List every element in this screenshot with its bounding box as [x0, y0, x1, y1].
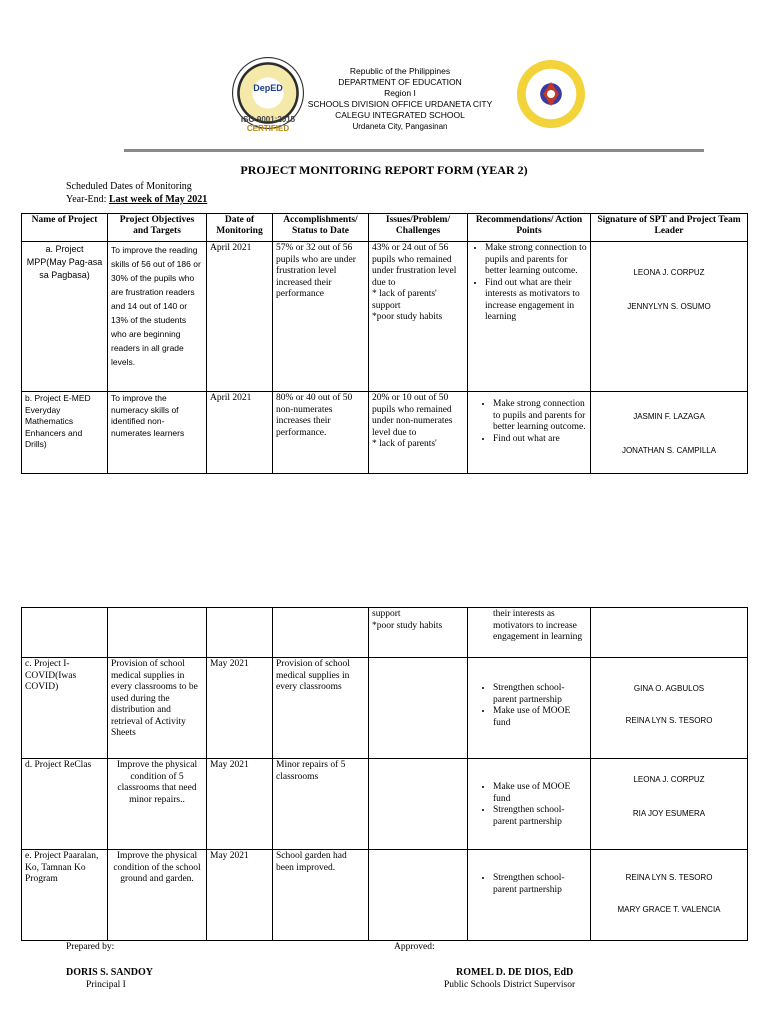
empty-cell	[369, 658, 468, 759]
signatories	[591, 658, 748, 759]
signatory-name: JASMIN F. LAZAGA	[633, 412, 705, 421]
recommendation-item: • Strengthen school-parent partnership	[493, 873, 587, 896]
project-name: c. Project I-COVID(Iwas COVID)	[22, 658, 108, 759]
recommendation-item: • Make use of MOOE fund	[493, 706, 587, 729]
form-title: PROJECT MONITORING REPORT FORM (YEAR 2)	[240, 163, 528, 177]
signatory-name: REINA LYN S. TESORO	[625, 873, 713, 882]
iso-caption-2: CERTIFIED	[246, 124, 290, 133]
accomplishment: Provision of school medical supplies in every classrooms	[273, 658, 369, 759]
project-name: d. Project ReClas	[22, 759, 108, 850]
column-header: Signature of SPT and Project Team Leader	[591, 214, 748, 242]
empty-cell	[591, 608, 748, 658]
monitoring-date: April 2021	[207, 392, 273, 474]
signatory-name: LEONA J. CORPUZ	[633, 775, 705, 784]
recommendations	[468, 759, 591, 850]
deped-seal-text: DepED	[253, 83, 283, 93]
accomplishment: Minor repairs of 5 classrooms	[273, 759, 369, 850]
project-objective: Improve the physical condition of the school ground and garden.	[108, 850, 207, 941]
header-division: SCHOOLS DIVISION OFFICE URDANETA CITY	[307, 99, 493, 109]
header-region: Region I	[384, 88, 416, 98]
monitoring-date: April 2021	[207, 242, 273, 392]
issues-continued: support *poor study habits	[369, 608, 468, 658]
yearend-value: Last week of May 2021	[108, 194, 208, 205]
school-seal-logo	[517, 60, 585, 128]
signatories	[591, 392, 748, 474]
issues: 20% or 10 out of 50 pupils who remained under non-numerates level due to * lack of parents'	[369, 392, 468, 474]
issues: 43% or 24 out of 56 pupils who remained under frustration level due to * lack of parents' support *poor study habits	[369, 242, 468, 392]
empty-cell	[108, 608, 207, 658]
empty-cell	[22, 608, 108, 658]
project-objective: Provision of school medical supplies in every classrooms to be used during the distribution and retrieval of Activity Sheets	[108, 658, 207, 759]
recommendations-continued: their interests as motivators to increase engagement in learning	[468, 608, 591, 658]
column-header: Recommendations/ Action Points	[468, 214, 591, 242]
monitoring-date: May 2021	[207, 850, 273, 941]
accomplishment: 57% or 32 out of 56 pupils who are under frustration level increased their performance	[273, 242, 369, 392]
column-header: Date of Monitoring	[207, 214, 273, 242]
recommendation-item: • Strengthen school-parent partnership	[493, 805, 587, 828]
signatory-name: RIA JOY ESUMERA	[632, 808, 706, 818]
project-name: e. Project Paaralan, Ko, Tamnan Ko Program	[22, 850, 108, 941]
empty-cell	[273, 608, 369, 658]
recommendation-item: • Strengthen school-parent partnership	[493, 683, 587, 706]
yearend-label: Year-End:	[66, 194, 107, 205]
recommendation-item: • Find out what are	[493, 434, 587, 446]
accomplishment: School garden had been improved.	[273, 850, 369, 941]
signatories	[591, 242, 748, 392]
table-row	[22, 658, 748, 759]
approved-by-title: Public Schools District Supervisor	[444, 980, 576, 990]
signatories	[591, 759, 748, 850]
recommendations	[468, 850, 591, 941]
recommendations	[468, 658, 591, 759]
school-seal-emblem	[517, 60, 585, 128]
prepared-by-label: Prepared by:	[66, 942, 115, 952]
empty-cell	[369, 759, 468, 850]
project-name: b. Project E-MED Everyday Mathematics Enhancers and Drills)	[22, 392, 108, 474]
signatory-name: JENNYLYN S. OSUMO	[627, 301, 711, 311]
monitoring-date: May 2021	[207, 658, 273, 759]
signatory-name: JONATHAN S. CAMPILLA	[621, 445, 717, 455]
monitoring-date: May 2021	[207, 759, 273, 850]
header-city: Urdaneta City, Pangasinan	[352, 122, 448, 131]
prepared-by-name: DORIS S. SANDOY	[66, 967, 153, 978]
recommendations	[468, 392, 591, 474]
header-republic: Republic of the Philippines	[349, 66, 451, 76]
recommendation-item: • Make use of MOOE fund	[493, 782, 587, 805]
approved-by-name: ROMEL D. DE DIOS, EdD	[456, 967, 574, 978]
signatory-name: LEONA J. CORPUZ	[633, 268, 705, 277]
table-row	[22, 759, 748, 850]
project-objective: Improve the physical condition of 5 classrooms that need minor repairs..	[108, 759, 207, 850]
signatory-name: REINA LYN S. TESORO	[625, 715, 713, 725]
agency-header	[300, 66, 500, 132]
accomplishment: 80% or 40 out of 50 non-numerates increases their performance.	[273, 392, 369, 474]
signatory-name: MARY GRACE T. VALENCIA	[617, 904, 721, 914]
empty-cell	[369, 850, 468, 941]
project-objective: To improve the numeracy skills of identified non-numerates learners	[108, 392, 207, 474]
column-header: Project Objectives and Targets	[108, 214, 207, 242]
project-name: a. Project MPP(May Pag-asa sa Pagbasa)	[22, 242, 108, 392]
project-objective: To improve the reading skills of 56 out of 186 or 30% of the pupils who are frustration readers and 14 out of 140 or 13% of the students who are beginning readers in all grade levels.	[108, 242, 207, 392]
iso-caption-1: ISO 9001:2015	[240, 115, 296, 124]
signatory-name: GINA O. AGBULOS	[633, 684, 705, 693]
table-row-continuation	[22, 608, 748, 658]
header-school: CALEGU INTEGRATED SCHOOL	[335, 110, 465, 120]
header-department: DEPARTMENT OF EDUCATION	[338, 77, 462, 87]
recommendation-item: • Make strong connection to pupils and parents for better learning outcome.	[485, 243, 587, 278]
prepared-by-title: Principal I	[86, 980, 126, 990]
column-header: Name of Project	[22, 214, 108, 242]
signatories	[591, 850, 748, 941]
column-header: Issues/Problem/ Challenges	[369, 214, 468, 242]
recommendation-item: • Find out what are their interests as motivators to increase engagement in learning	[485, 278, 587, 324]
yearend-line	[66, 194, 207, 205]
empty-cell	[207, 608, 273, 658]
monitoring-table-page2	[21, 607, 748, 941]
header-divider	[124, 149, 704, 152]
recommendation-item: • Make strong connection to pupils and parents for better learning outcome.	[493, 399, 587, 434]
monitoring-table-page1	[21, 213, 748, 474]
schedule-label: Scheduled Dates of Monitoring	[66, 181, 192, 192]
column-header: Accomplishments/ Status to Date	[273, 214, 369, 242]
table-row	[22, 850, 748, 941]
recommendations	[468, 242, 591, 392]
table-row	[22, 392, 748, 474]
table-row	[22, 242, 748, 392]
table-header-row	[22, 214, 748, 242]
approved-label: Approved:	[394, 942, 435, 952]
